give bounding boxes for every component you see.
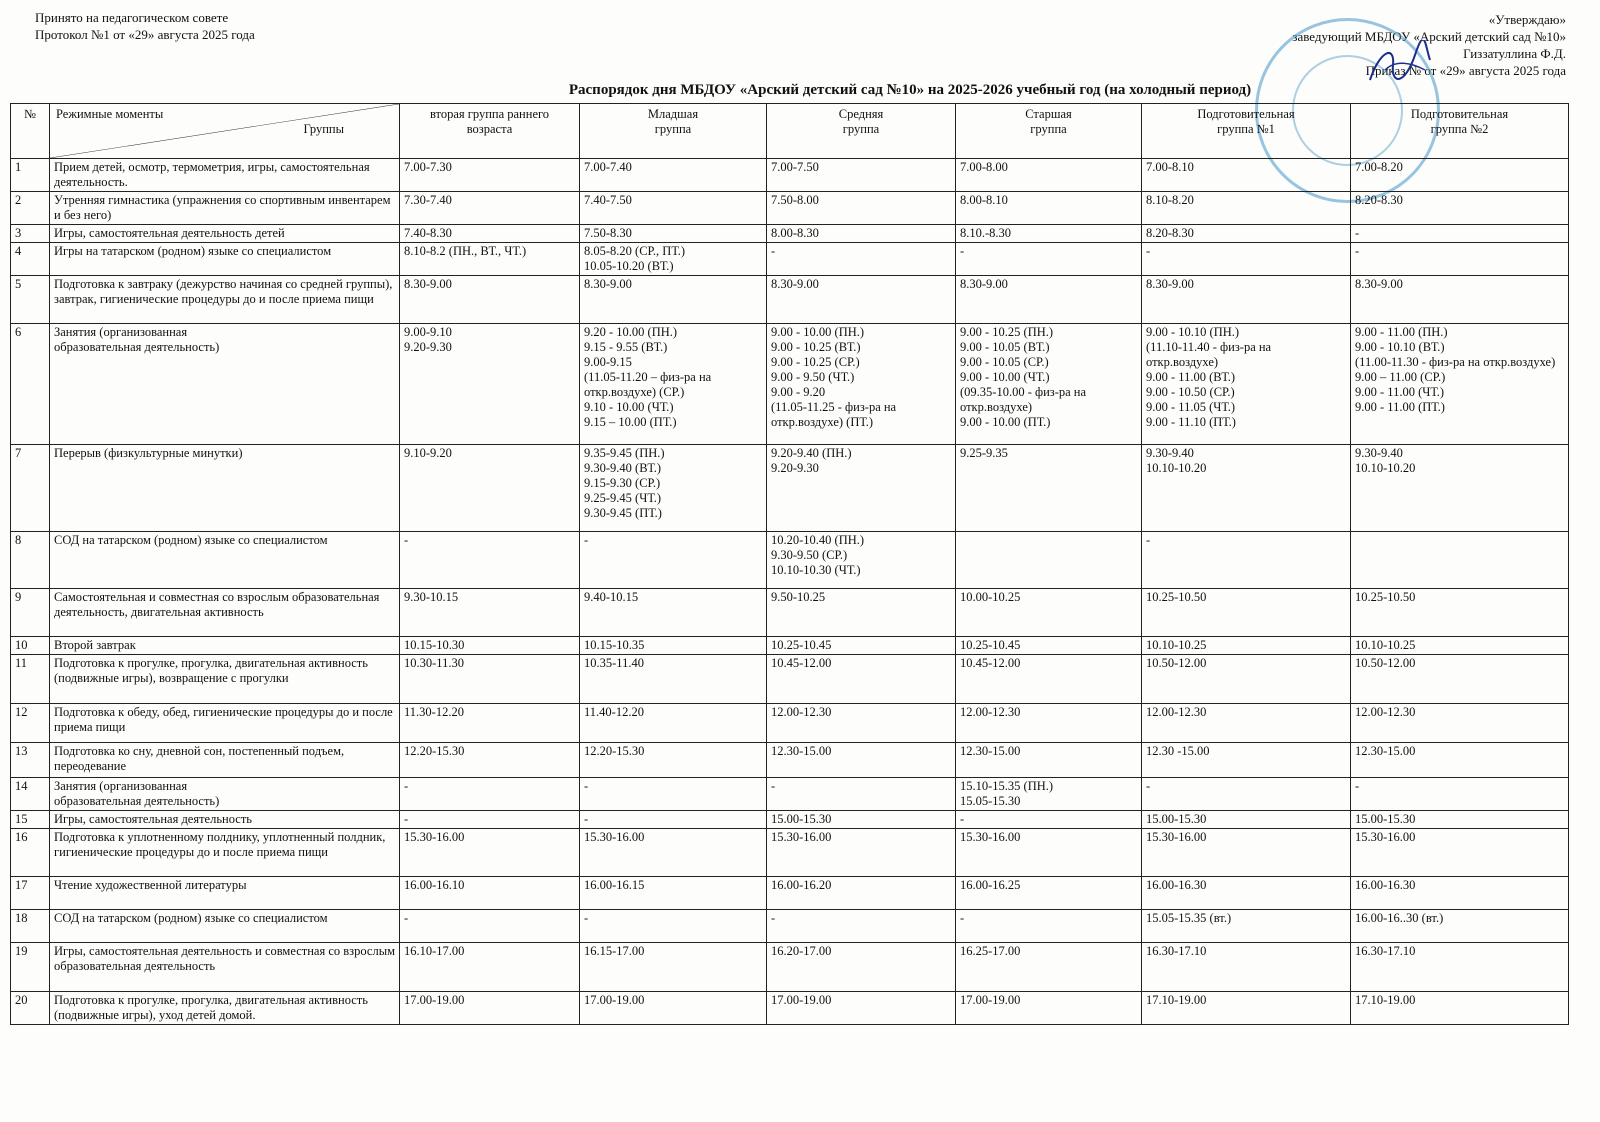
schedule-cell: 16.00-16.30 xyxy=(1142,877,1351,910)
schedule-cell: 15.00-15.30 xyxy=(1142,811,1351,829)
table-row xyxy=(11,243,1569,276)
table-row xyxy=(11,159,1569,192)
routine-moment: Игры, самостоятельная деятельность xyxy=(50,811,400,829)
schedule-cell: 7.30-7.40 xyxy=(400,192,580,225)
schedule-cell: 17.00-19.00 xyxy=(400,992,580,1025)
approve-line-4: Приказ № от «29» августа 2025 года xyxy=(1365,63,1566,78)
approve-line-3: Гиззатуллина Ф.Д. xyxy=(1463,46,1566,61)
approval-stamp-block xyxy=(1292,11,1566,79)
schedule-cell: 15.30-16.00 xyxy=(400,829,580,877)
schedule-cell: 8.30-9.00 xyxy=(1351,276,1569,324)
schedule-cell: 15.30-16.00 xyxy=(956,829,1142,877)
row-number: 17 xyxy=(11,877,50,910)
schedule-cell: 17.10-19.00 xyxy=(1142,992,1351,1025)
schedule-cell: 8.30-9.00 xyxy=(580,276,767,324)
routine-moment: Занятия (организованная образовательная деятельность) xyxy=(50,778,400,811)
schedule-cell: 12.30-15.00 xyxy=(767,743,956,778)
table-row xyxy=(11,811,1569,829)
schedule-cell: - xyxy=(1142,243,1351,276)
schedule-cell: 16.00-16.25 xyxy=(956,877,1142,910)
schedule-cell: 11.40-12.20 xyxy=(580,704,767,743)
schedule-cell: 8.30-9.00 xyxy=(400,276,580,324)
schedule-cell: 8.20-8.30 xyxy=(1351,192,1569,225)
schedule-cell: 16.15-17.00 xyxy=(580,943,767,992)
routine-moment: Подготовка к уплотненному полднику, уплотненный полдник, гигиенические процедуры до и после приема пищи xyxy=(50,829,400,877)
row-number: 15 xyxy=(11,811,50,829)
schedule-cell: 9.25-9.35 xyxy=(956,445,1142,532)
row-number: 8 xyxy=(11,532,50,589)
schedule-cell: 12.30 -15.00 xyxy=(1142,743,1351,778)
column-header-group: Младшая группа xyxy=(580,104,767,159)
row-number: 12 xyxy=(11,704,50,743)
moments-label: Режимные моменты xyxy=(56,107,164,121)
schedule-cell: 15.05-15.35 (вт.) xyxy=(1142,910,1351,943)
schedule-cell: 7.00-7.30 xyxy=(400,159,580,192)
table-header-row xyxy=(11,104,1569,159)
schedule-cell: 10.20-10.40 (ПН.) 9.30-9.50 (СР.) 10.10-10.30 (ЧТ.) xyxy=(767,532,956,589)
row-number: 13 xyxy=(11,743,50,778)
schedule-cell: 10.35-11.40 xyxy=(580,655,767,704)
table-row xyxy=(11,225,1569,243)
approve-line-1: «Утверждаю» xyxy=(1488,12,1566,27)
schedule-cell: 7.00-7.50 xyxy=(767,159,956,192)
schedule-cell: 9.00 - 11.00 (ПН.) 9.00 - 10.10 (ВТ.) (11.00-11.30 - физ-ра на откр.воздухе) 9.00 – 11.00 (СР.) 9.00 - 11.00 (ЧТ.) 9.00 - 11.00 (ПТ.) xyxy=(1351,324,1569,445)
column-header-group: вторая группа раннего возраста xyxy=(400,104,580,159)
row-number: 16 xyxy=(11,829,50,877)
schedule-cell: 17.00-19.00 xyxy=(767,992,956,1025)
schedule-cell: 10.15-10.30 xyxy=(400,637,580,655)
schedule-cell: 10.50-12.00 xyxy=(1351,655,1569,704)
schedule-cell: 7.50-8.30 xyxy=(580,225,767,243)
schedule-cell: 17.10-19.00 xyxy=(1351,992,1569,1025)
schedule-cell: 10.25-10.50 xyxy=(1351,589,1569,637)
table-row xyxy=(11,276,1569,324)
schedule-cell: 12.30-15.00 xyxy=(956,743,1142,778)
schedule-cell: 12.00-12.30 xyxy=(1142,704,1351,743)
schedule-cell: - xyxy=(580,811,767,829)
schedule-cell: 10.15-10.35 xyxy=(580,637,767,655)
schedule-cell: 15.30-16.00 xyxy=(580,829,767,877)
schedule-cell: 16.30-17.10 xyxy=(1142,943,1351,992)
routine-moment: Самостоятельная и совместная со взрослым образовательная деятельность, двигательная активность xyxy=(50,589,400,637)
schedule-cell: 7.50-8.00 xyxy=(767,192,956,225)
schedule-cell: 8.10-8.20 xyxy=(1142,192,1351,225)
row-number: 6 xyxy=(11,324,50,445)
approval-line-2: Протокол №1 от «29» августа 2025 года xyxy=(35,27,255,42)
routine-moment: Подготовка ко сну, дневной сон, постепенный подъем, переодевание xyxy=(50,743,400,778)
schedule-cell: 16.00-16..30 (вт.) xyxy=(1351,910,1569,943)
schedule-cell: 9.00-9.10 9.20-9.30 xyxy=(400,324,580,445)
row-number: 4 xyxy=(11,243,50,276)
table-row xyxy=(11,943,1569,992)
routine-moment: Подготовка к обеду, обед, гигиенические процедуры до и после приема пищи xyxy=(50,704,400,743)
schedule-cell: - xyxy=(956,910,1142,943)
schedule-cell: - xyxy=(400,778,580,811)
table-row xyxy=(11,910,1569,943)
table-row xyxy=(11,992,1569,1025)
table-row xyxy=(11,324,1569,445)
row-number: 18 xyxy=(11,910,50,943)
schedule-cell: 10.45-12.00 xyxy=(767,655,956,704)
routine-moment: СОД на татарском (родном) языке со специалистом xyxy=(50,532,400,589)
row-number: 2 xyxy=(11,192,50,225)
schedule-cell: 12.00-12.30 xyxy=(767,704,956,743)
schedule-cell: - xyxy=(767,910,956,943)
row-number: 11 xyxy=(11,655,50,704)
schedule-cell: - xyxy=(400,910,580,943)
schedule-cell: 9.20-9.40 (ПН.) 9.20-9.30 xyxy=(767,445,956,532)
schedule-cell: 17.00-19.00 xyxy=(580,992,767,1025)
row-number: 7 xyxy=(11,445,50,532)
routine-moment: Подготовка к прогулке, прогулка, двигательная активность (подвижные игры), возвращение с прогулки xyxy=(50,655,400,704)
schedule-cell: 8.30-9.00 xyxy=(1142,276,1351,324)
approval-line-1: Принято на педагогическом совете xyxy=(35,10,229,25)
routine-moment: СОД на татарском (родном) языке со специалистом xyxy=(50,910,400,943)
schedule-cell: 10.25-10.45 xyxy=(767,637,956,655)
row-number: 1 xyxy=(11,159,50,192)
schedule-cell: 9.30-9.40 10.10-10.20 xyxy=(1351,445,1569,532)
schedule-cell: - xyxy=(956,811,1142,829)
schedule-cell: 15.00-15.30 xyxy=(767,811,956,829)
routine-moment: Прием детей, осмотр, термометрия, игры, самостоятельная деятельность. xyxy=(50,159,400,192)
schedule-cell: 10.45-12.00 xyxy=(956,655,1142,704)
schedule-cell: 8.05-8.20 (СР., ПТ.) 10.05-10.20 (ВТ.) xyxy=(580,243,767,276)
schedule-cell: 9.00 - 10.10 (ПН.) (11.10-11.40 - физ-ра на откр.воздухе) 9.00 - 11.00 (ВТ.) 9.00 - 10.50 (СР.) 9.00 - 11.05 (ЧТ.) 9.00 - 11.10 (ПТ.) xyxy=(1142,324,1351,445)
schedule-cell: - xyxy=(1351,778,1569,811)
schedule-cell: 9.50-10.25 xyxy=(767,589,956,637)
schedule-cell: - xyxy=(767,243,956,276)
row-number: 10 xyxy=(11,637,50,655)
schedule-cell: 8.30-9.00 xyxy=(767,276,956,324)
approve-line-2: заведующий МБДОУ «Арский детский сад №10» xyxy=(1292,29,1566,44)
schedule-cell: 16.25-17.00 xyxy=(956,943,1142,992)
row-number: 5 xyxy=(11,276,50,324)
routine-moment: Подготовка к завтраку (дежурство начиная со средней группы), завтрак, гигиенические процедуры до и после приема пищи xyxy=(50,276,400,324)
row-number: 19 xyxy=(11,943,50,992)
schedule-cell: 8.00-8.10 xyxy=(956,192,1142,225)
routine-moment: Подготовка к прогулке, прогулка, двигательная активность (подвижные игры), уход детей домой. xyxy=(50,992,400,1025)
schedule-cell: 10.30-11.30 xyxy=(400,655,580,704)
schedule-cell: - xyxy=(1142,532,1351,589)
schedule-cell: 9.35-9.45 (ПН.) 9.30-9.40 (ВТ.) 9.15-9.30 (СР.) 9.25-9.45 (ЧТ.) 9.30-9.45 (ПТ.) xyxy=(580,445,767,532)
schedule-cell: 16.30-17.10 xyxy=(1351,943,1569,992)
table-row xyxy=(11,589,1569,637)
schedule-cell: - xyxy=(400,532,580,589)
schedule-cell: 8.20-8.30 xyxy=(1142,225,1351,243)
routine-moment: Занятия (организованная образовательная деятельность) xyxy=(50,324,400,445)
schedule-cell: - xyxy=(580,532,767,589)
row-number: 14 xyxy=(11,778,50,811)
row-number: 20 xyxy=(11,992,50,1025)
document-title: Распорядок дня МБДОУ «Арский детский сад №10» на 2025-2026 учебный год (на холодный период) xyxy=(568,82,1252,98)
schedule-cell: 7.00-8.20 xyxy=(1351,159,1569,192)
schedule-cell: 16.00-16.15 xyxy=(580,877,767,910)
schedule-cell: 10.25-10.50 xyxy=(1142,589,1351,637)
schedule-cell: 8.10-8.2 (ПН., ВТ., ЧТ.) xyxy=(400,243,580,276)
schedule-cell: 9.20 - 10.00 (ПН.) 9.15 - 9.55 (ВТ.) 9.00-9.15 (11.05-11.20 – физ-ра на откр.воздухе) (СР.) 9.10 - 10.00 (ЧТ.) 9.15 – 10.00 (ПТ.) xyxy=(580,324,767,445)
row-number: 9 xyxy=(11,589,50,637)
schedule-cell: - xyxy=(767,778,956,811)
schedule-cell: 9.30-10.15 xyxy=(400,589,580,637)
table-row xyxy=(11,743,1569,778)
schedule-cell: 9.40-10.15 xyxy=(580,589,767,637)
routine-moment: Игры на татарском (родном) языке со специалистом xyxy=(50,243,400,276)
schedule-cell: 16.20-17.00 xyxy=(767,943,956,992)
schedule-cell: 16.00-16.30 xyxy=(1351,877,1569,910)
table-row xyxy=(11,655,1569,704)
column-header-group: Подготовительная группа №2 xyxy=(1351,104,1569,159)
schedule-cell: 8.00-8.30 xyxy=(767,225,956,243)
schedule-cell: 9.00 - 10.00 (ПН.) 9.00 - 10.25 (ВТ.) 9.00 - 10.25 (СР.) 9.00 - 9.50 (ЧТ.) 9.00 - 9.20 (11.05-11.25 - физ-ра на откр.воздухе) (ПТ.) xyxy=(767,324,956,445)
schedule-cell: 9.00 - 10.25 (ПН.) 9.00 - 10.05 (ВТ.) 9.00 - 10.05 (СР.) 9.00 - 10.00 (ЧТ.) (09.35-10.00 - физ-ра на откр.воздухе) 9.00 - 10.00 (ПТ.) xyxy=(956,324,1142,445)
routine-moment: Перерыв (физкультурные минутки) xyxy=(50,445,400,532)
schedule-cell: - xyxy=(956,243,1142,276)
table-row xyxy=(11,829,1569,877)
schedule-cell: 17.00-19.00 xyxy=(956,992,1142,1025)
routine-moment: Утренняя гимнастика (упражнения со спортивным инвентарем и без него) xyxy=(50,192,400,225)
schedule-cell: 15.30-16.00 xyxy=(1142,829,1351,877)
approval-note xyxy=(35,9,255,43)
schedule-cell: 7.40-8.30 xyxy=(400,225,580,243)
schedule-cell: 12.00-12.30 xyxy=(956,704,1142,743)
table-row xyxy=(11,192,1569,225)
schedule-cell: 12.20-15.30 xyxy=(400,743,580,778)
schedule-cell: - xyxy=(580,910,767,943)
schedule-cell: 7.00-7.40 xyxy=(580,159,767,192)
schedule-cell: - xyxy=(1142,778,1351,811)
schedule-cell xyxy=(1351,532,1569,589)
row-number: 3 xyxy=(11,225,50,243)
schedule-cell: 16.00-16.20 xyxy=(767,877,956,910)
table-row xyxy=(11,637,1569,655)
column-header-group: Старшая группа xyxy=(956,104,1142,159)
schedule-cell: 10.00-10.25 xyxy=(956,589,1142,637)
table-row xyxy=(11,778,1569,811)
schedule-cell: 15.10-15.35 (ПН.) 15.05-15.30 xyxy=(956,778,1142,811)
routine-moment: Игры, самостоятельная деятельность детей xyxy=(50,225,400,243)
schedule-cell: 7.00-8.00 xyxy=(956,159,1142,192)
schedule-cell: 9.10-9.20 xyxy=(400,445,580,532)
schedule-cell: 11.30-12.20 xyxy=(400,704,580,743)
routine-moment: Второй завтрак xyxy=(50,637,400,655)
schedule-cell: 15.00-15.30 xyxy=(1351,811,1569,829)
table-row xyxy=(11,532,1569,589)
routine-moment: Игры, самостоятельная деятельность и совместная со взрослым образовательная деятельность xyxy=(50,943,400,992)
schedule-cell: 9.30-9.40 10.10-10.20 xyxy=(1142,445,1351,532)
schedule-cell: 12.20-15.30 xyxy=(580,743,767,778)
schedule-cell: 16.00-16.10 xyxy=(400,877,580,910)
schedule-cell: - xyxy=(400,811,580,829)
schedule-cell: 16.10-17.00 xyxy=(400,943,580,992)
schedule-cell: - xyxy=(1351,225,1569,243)
schedule-cell: 10.10-10.25 xyxy=(1142,637,1351,655)
routine-moment: Чтение художественной литературы xyxy=(50,877,400,910)
schedule-cell: 8.10.-8.30 xyxy=(956,225,1142,243)
schedule-cell: 10.10-10.25 xyxy=(1351,637,1569,655)
column-header-group: Средняя группа xyxy=(767,104,956,159)
table-row xyxy=(11,445,1569,532)
column-header-moments xyxy=(50,104,400,159)
table-row xyxy=(11,704,1569,743)
daily-schedule-table xyxy=(10,103,1569,1025)
table-row xyxy=(11,877,1569,910)
schedule-cell: 10.50-12.00 xyxy=(1142,655,1351,704)
schedule-cell: 15.30-16.00 xyxy=(767,829,956,877)
schedule-cell: 15.30-16.00 xyxy=(1351,829,1569,877)
column-header-number: № xyxy=(11,104,50,159)
schedule-cell: 12.00-12.30 xyxy=(1351,704,1569,743)
schedule-cell: 7.00-8.10 xyxy=(1142,159,1351,192)
schedule-cell: 7.40-7.50 xyxy=(580,192,767,225)
column-header-group: Подготовительная группа №1 xyxy=(1142,104,1351,159)
schedule-cell xyxy=(956,532,1142,589)
schedule-cell: 10.25-10.45 xyxy=(956,637,1142,655)
schedule-cell: - xyxy=(580,778,767,811)
schedule-cell: 8.30-9.00 xyxy=(956,276,1142,324)
schedule-cell: - xyxy=(1351,243,1569,276)
schedule-cell: 12.30-15.00 xyxy=(1351,743,1569,778)
groups-label: Группы xyxy=(303,122,344,136)
